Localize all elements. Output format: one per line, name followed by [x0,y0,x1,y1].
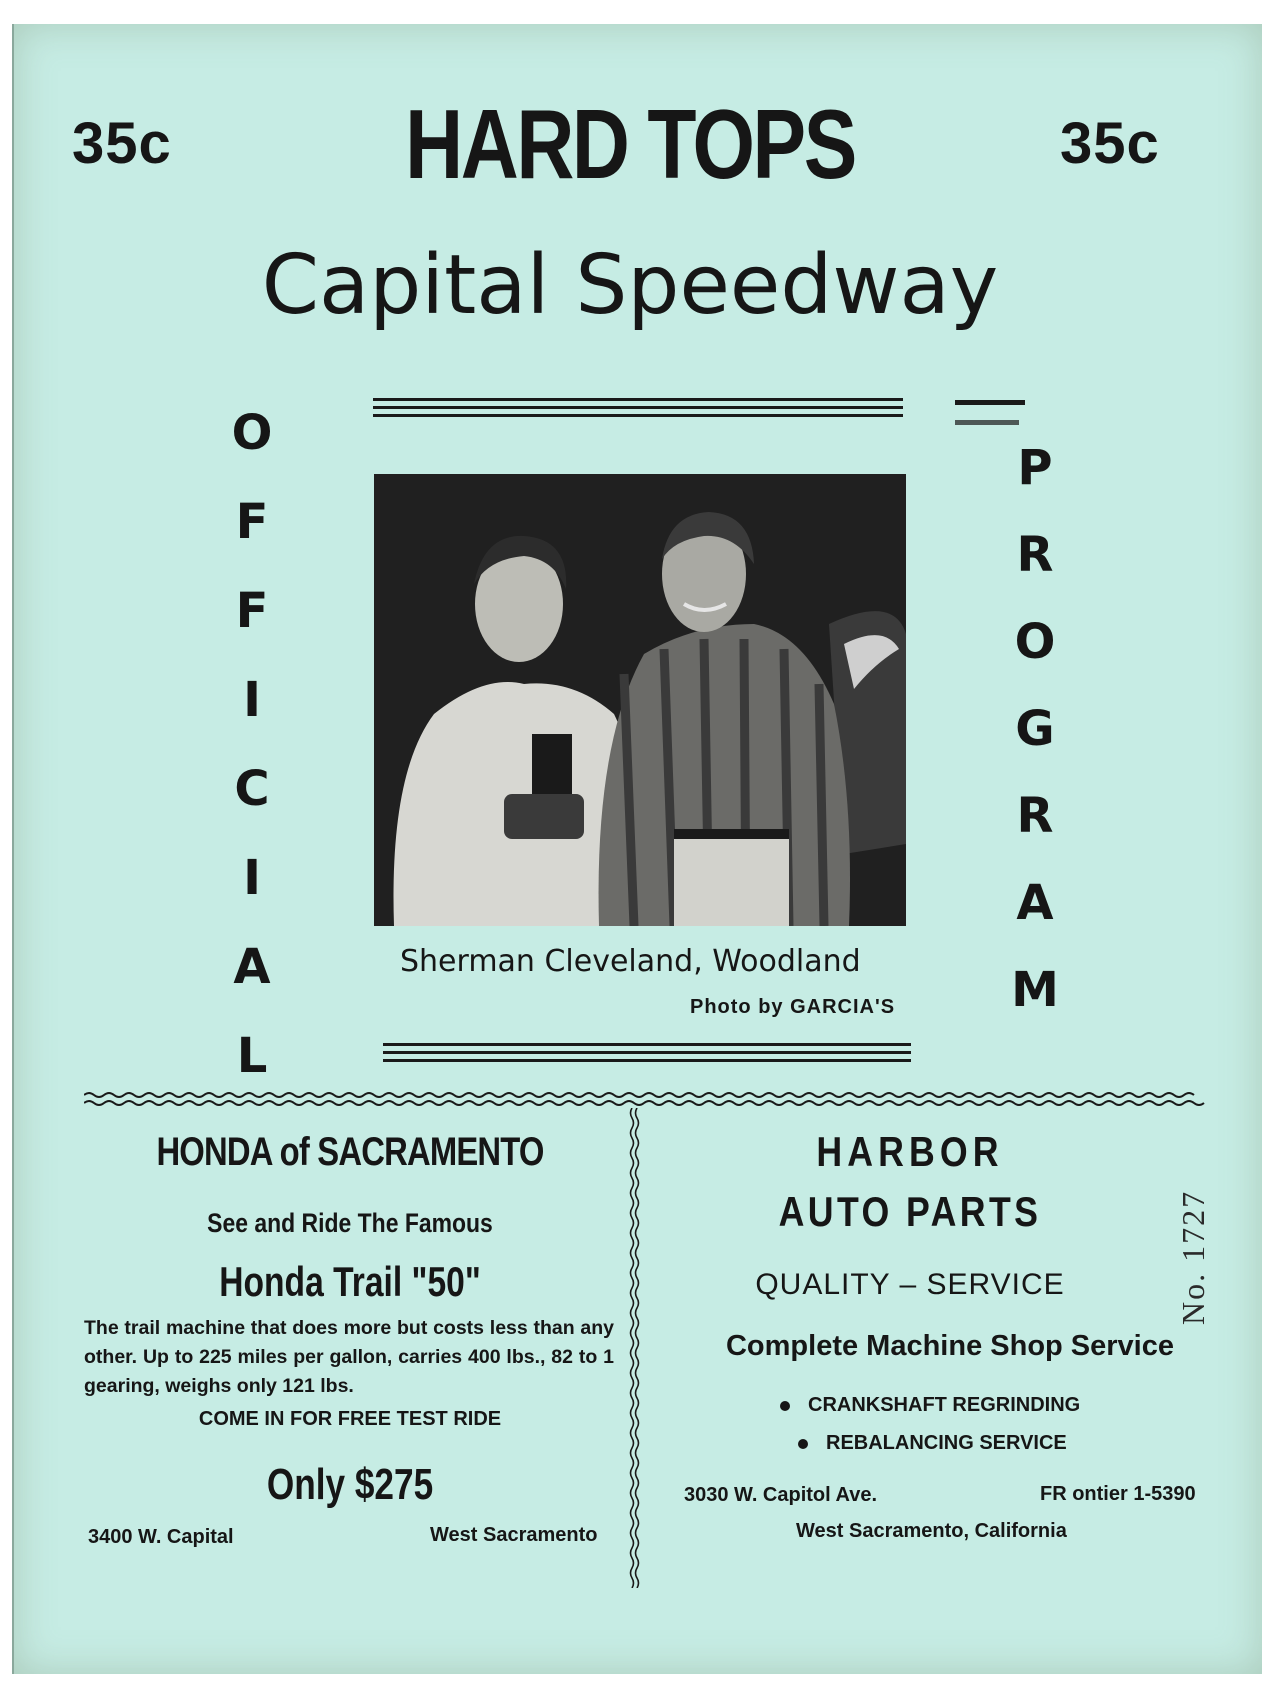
harbor-ad-name-line2: AUTO PARTS [778,1188,1042,1235]
harbor-ad-service: Complete Machine Shop Service [725,1330,1174,1362]
decorative-rule [955,400,1025,405]
official-letter: L [236,1028,268,1084]
program-letter: G [1015,701,1055,757]
price-left: 35c [72,111,172,176]
harbor-ad-bullet [798,1432,1067,1455]
official-letter: I [243,850,261,906]
winner-photo [374,474,906,926]
winner-photo-illustration [374,474,906,926]
bullet-dot-icon [780,1401,790,1411]
program-letter: M [1011,962,1059,1018]
program-letter: R [1016,527,1054,583]
official-letter: O [231,405,273,461]
honda-ad-city: West Sacramento [430,1524,598,1546]
serial-number-stamp: No. 1727 [1175,1189,1211,1325]
bullet-dot-icon [798,1439,808,1449]
program-letter: O [1014,614,1056,670]
triple-rule-top [373,398,903,424]
honda-ad-title: HONDA of SACRAMENTO [156,1130,544,1174]
wavy-divider-vertical [628,1108,640,1588]
harbor-ad-bullet [780,1394,1080,1417]
harbor-ad-name-line1: HARBOR [816,1128,1004,1175]
decorative-rule [955,420,1019,425]
triple-rule-bottom [383,1043,911,1069]
headline-hard-tops: HARD TOPS [405,89,855,199]
harbor-ad-slogan: QUALITY – SERVICE [755,1268,1065,1301]
subtitle-capital-speedway: Capital Speedway [261,238,999,333]
honda-ad-price: Only $275 [266,1460,434,1509]
honda-ad-tagline: See and Ride The Famous [207,1208,493,1238]
honda-ad-model: Honda Trail "50" [219,1258,481,1305]
wavy-divider-horizontal [84,1090,1208,1110]
vertical-word-official [222,405,282,1084]
harbor-ad-address: 3030 W. Capitol Ave. [684,1484,878,1506]
program-letter: R [1016,788,1054,844]
program-letter: A [1016,875,1054,931]
harbor-ad-bullet-text: CRANKSHAFT REGRINDING [808,1394,1081,1416]
photo-caption: Sherman Cleveland, Woodland [400,944,861,979]
photo-credit: Photo by GARCIA'S [690,996,896,1018]
harbor-ad-bullet-text: REBALANCING SERVICE [826,1432,1067,1454]
program-letter: P [1017,440,1053,496]
vertical-word-program [1000,440,1070,1018]
harbor-ad-phone: FR ontier 1-5390 [1040,1483,1196,1505]
honda-ad-cta: COME IN FOR FREE TEST RIDE [198,1408,502,1430]
price-right: 35c [1060,111,1160,176]
official-letter: I [243,672,261,728]
official-letter: A [233,939,271,995]
honda-ad-address: 3400 W. Capital [88,1526,234,1548]
official-letter: F [235,583,269,639]
official-letter: F [235,494,269,550]
harbor-ad-city: West Sacramento, California [796,1520,1067,1542]
honda-ad-body: The trail machine that does more but costs less than any other. Up to 225 miles per gallon, carries 400 lbs., 82 to 1 gearing, weighs only 121 lbs. [84,1317,614,1397]
official-letter: C [234,761,270,817]
